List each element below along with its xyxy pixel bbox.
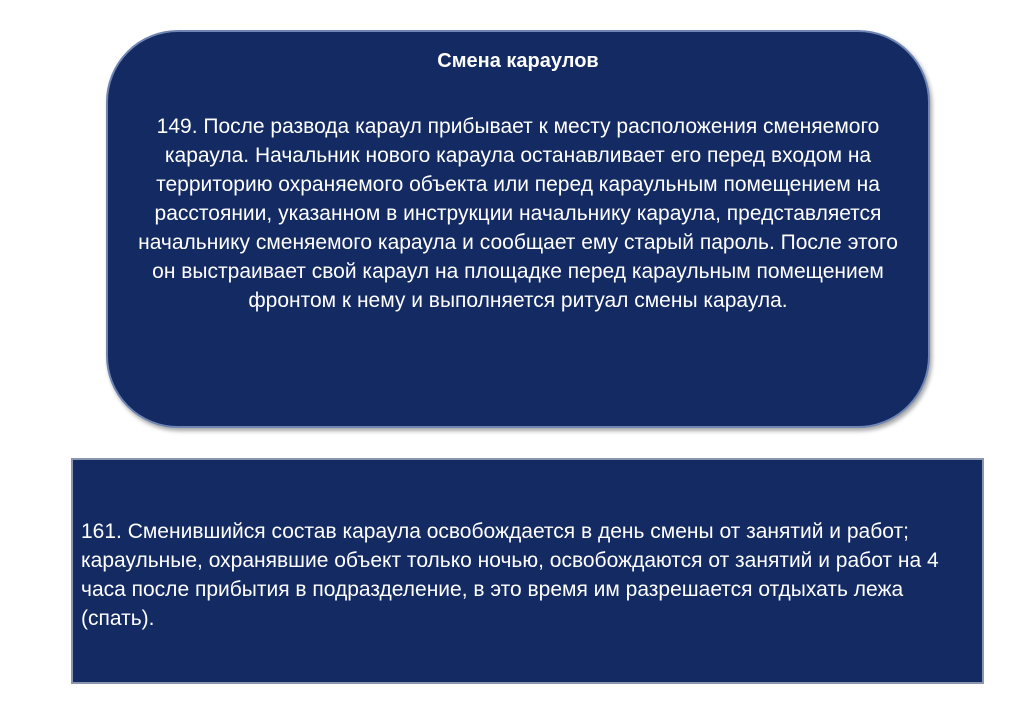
section-title: Смена караулов xyxy=(437,50,599,72)
top-rounded-box xyxy=(106,30,930,428)
bottom-rectangle-box xyxy=(71,458,984,684)
paragraph-161: 161. Сменившийся состав караула освобождается в день смены от занятий и работ; караульные, охранявшие объект только ночью, освобождаются от занятий и работ на 4 часа после прибытия в подразделение, в это время им разрешается отдыхать лежа (спать). xyxy=(81,520,939,630)
paragraph-149: 149. После развода караул прибывает к месту расположения сменяемого караула. Начальник нового караула останавливает его перед входом на территорию охраняемого объекта или перед караульным помещением на расстоянии, указанном в инструкции начальнику караула, представляется начальнику сменяемого караула и сообщает ему старый пароль. После этого он выстраивает свой караул на площадке перед караульным помещением фронтом к нему и выполняется ритуал смены караула. xyxy=(138,115,898,312)
